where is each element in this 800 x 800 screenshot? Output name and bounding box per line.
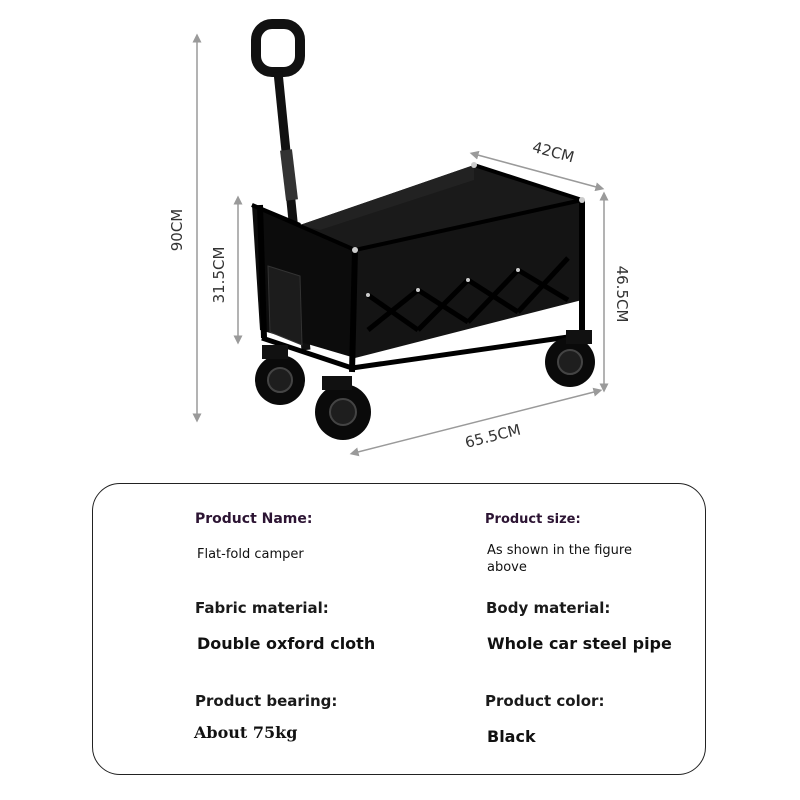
dimension-label-height-basket: 31.5CM [210, 246, 228, 304]
product-bearing-value: About 75kg [194, 723, 298, 742]
product-name-value: Flat-fold camper [197, 547, 304, 562]
dimension-label-length: 65.5CM [463, 420, 523, 452]
product-size-value: As shown in the figure above [487, 543, 632, 575]
product-bearing-label: Product bearing: [195, 692, 338, 710]
product-name-label: Product Name: [195, 511, 313, 527]
body-material-label: Body material: [486, 599, 611, 617]
folding-wagon-illustration [252, 24, 595, 440]
product-size-label: Product size: [485, 512, 581, 527]
wheel-rear [545, 337, 595, 387]
body-material-value: Whole car steel pipe [487, 634, 672, 653]
fabric-material-label: Fabric material: [195, 599, 329, 617]
dimension-label-height-rear: 46.5CM [613, 265, 631, 323]
dimension-label-width: 42CM [530, 137, 577, 167]
dimension-label-height-total: 90CM [168, 208, 186, 252]
wheel-front-right [315, 384, 371, 440]
spec-card [92, 483, 706, 775]
product-color-value: Black [487, 727, 536, 746]
handle-grip [256, 24, 300, 72]
product-color-label: Product color: [485, 692, 605, 710]
fabric-material-value: Double oxford cloth [197, 634, 376, 653]
wheel-front-left [255, 355, 305, 405]
